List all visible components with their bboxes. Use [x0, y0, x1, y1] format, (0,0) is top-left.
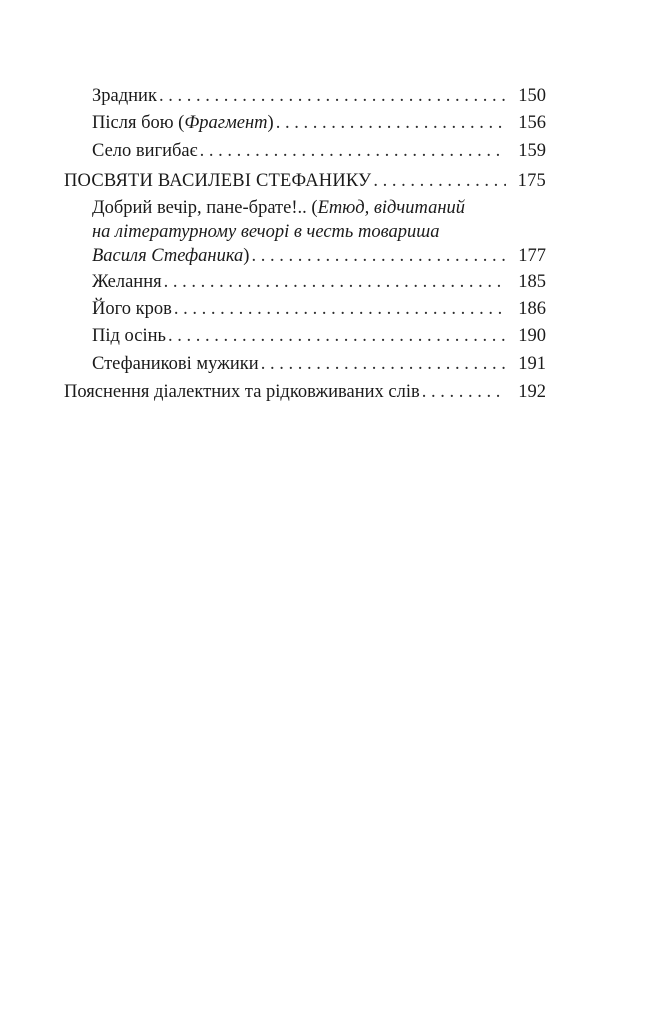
toc-title-italic: на літературному вечорі в честь товариша [92, 222, 440, 242]
toc-entry-glossary[interactable] [64, 380, 546, 404]
toc-section-posviaty[interactable] [64, 169, 546, 193]
toc-entry-title: Желання [92, 272, 162, 292]
toc-line [92, 270, 546, 294]
toc-line [92, 84, 546, 108]
toc-entry-pislia-boiu[interactable] [92, 111, 546, 135]
toc-entry-title: Його кров [92, 299, 172, 319]
toc-title-close: ) [243, 246, 250, 266]
toc-line [64, 380, 546, 404]
toc-entry-zhelannia[interactable] [92, 270, 546, 294]
toc-entry-yoho-krov[interactable] [92, 297, 546, 321]
toc-line [92, 352, 546, 376]
toc-entry-zradnyk[interactable] [92, 84, 546, 108]
toc-page-number: 156 [518, 113, 546, 133]
toc-page-number: 159 [518, 141, 546, 161]
toc-page-number: 191 [518, 354, 546, 374]
dot-leader [422, 380, 506, 404]
toc-entry-title [92, 244, 249, 268]
toc-title-text: Добрий вечір, пане-брате!.. ( [92, 198, 318, 218]
toc-entry-title: Під осінь [92, 326, 166, 346]
toc-title-text: Після бою ( [92, 113, 185, 133]
toc-title-italic: Василя Стефаника [92, 246, 244, 266]
dot-leader [373, 169, 506, 193]
dot-leader [164, 270, 506, 294]
toc-entry-dobryi-vechir[interactable] [92, 196, 546, 268]
toc-entry-title: Стефаникові мужики [92, 354, 259, 374]
dot-leader [251, 244, 506, 268]
toc-title-italic: Етюд, відчитаний [317, 198, 465, 218]
toc-line [92, 220, 546, 244]
toc-entry-selo-vyhybaie[interactable] [92, 139, 546, 163]
dot-leader [276, 111, 506, 135]
toc-page-number: 175 [517, 171, 546, 191]
toc-entry-title: Зрадник [92, 86, 157, 106]
dot-leader [261, 352, 506, 376]
toc-page-number: 150 [518, 86, 546, 106]
toc-entry-pid-osin[interactable] [92, 324, 546, 348]
toc-page-number: 185 [518, 272, 546, 292]
toc-entry-stefanykovi-muzhyky[interactable] [92, 352, 546, 376]
toc-section-title: ПОСВЯТИ ВАСИЛЕВІ СТЕФАНИКУ [64, 171, 372, 191]
dot-leader [200, 139, 506, 163]
dot-leader [174, 297, 506, 321]
toc-page-number: 186 [518, 299, 546, 319]
toc-title-close: ) [267, 113, 274, 133]
toc-line [92, 244, 546, 268]
toc-line [92, 111, 546, 135]
toc-line [92, 324, 546, 348]
dot-leader [159, 84, 506, 108]
toc-line [92, 196, 546, 220]
toc-page-number: 190 [518, 326, 546, 346]
toc-entry-title: Село вигибає [92, 141, 198, 161]
toc-line [64, 169, 546, 193]
toc-entry-title [92, 111, 274, 135]
dot-leader [168, 324, 506, 348]
toc-line [92, 139, 546, 163]
toc-page-number: 177 [518, 246, 546, 266]
toc-page-number: 192 [518, 382, 546, 402]
toc-title-italic: Фрагмент [184, 113, 268, 133]
toc-entry-title: Пояснення діалектних та рідковживаних слів [64, 382, 420, 402]
toc-line [92, 297, 546, 321]
